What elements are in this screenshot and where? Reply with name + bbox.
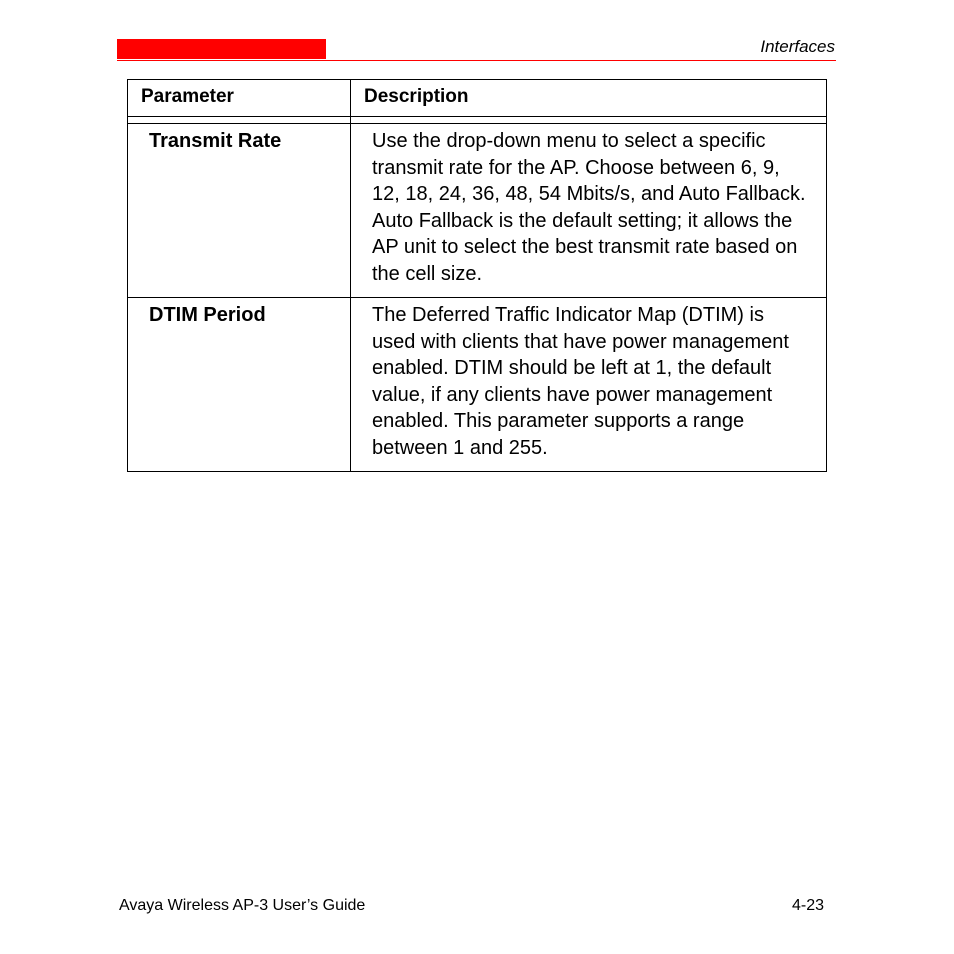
header-rule (117, 60, 836, 61)
footer-book-title: Avaya Wireless AP-3 User’s Guide (119, 897, 366, 914)
parameter-name: DTIM Period (128, 298, 351, 472)
parameter-table (127, 79, 827, 472)
column-header-description: Description (364, 86, 469, 107)
parameter-name: Transmit Rate (128, 124, 351, 298)
table-row (128, 124, 827, 298)
table-row (128, 298, 827, 472)
section-title: Interfaces (760, 37, 835, 56)
header-red-bar (117, 39, 326, 59)
header-separator (128, 117, 827, 124)
table-header-row (128, 80, 827, 117)
parameter-description: Use the drop-down menu to select a specific transmit rate for the AP. Choose between 6, 9, 12, 18, 24, 36, 48, 54 Mbits/s, and Auto Fallback. Auto Fallback is the default setting; it allows the AP unit to select the best transmit rate based on the cell size. (351, 124, 827, 298)
parameter-description: The Deferred Traffic Indicator Map (DTIM) is used with clients that have power management enabled. DTIM should be left at 1, the default value, if any clients have power management enabled. This parameter supports a range between 1 and 255. (372, 304, 789, 459)
column-header-parameter: Parameter (128, 80, 351, 117)
footer-page-number: 4-23 (791, 897, 824, 914)
